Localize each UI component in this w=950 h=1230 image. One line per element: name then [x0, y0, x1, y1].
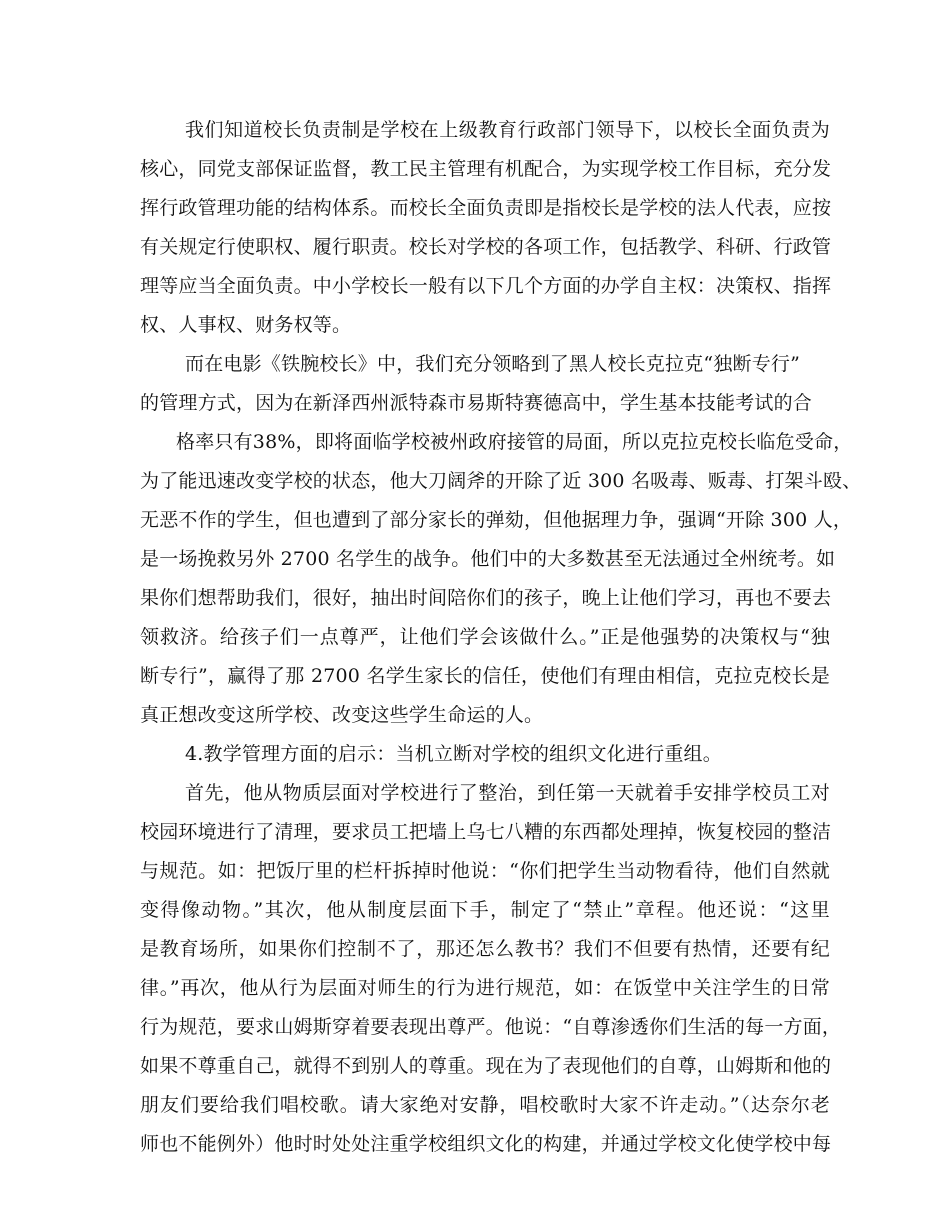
text-line: 师也不能例外）他时时处处注重学校组织文化的构建，并通过学校文化使学校中每 — [140, 1133, 832, 1155]
text-line: 断专行”，赢得了那 2700 名学生家长的信任，使他们有理由相信，克拉克校长是 — [140, 665, 830, 687]
text-line: 如果不尊重自己，就得不到别人的尊重。现在为了表现他们的自尊，山姆斯和他的 — [140, 1055, 832, 1077]
text-line: 是教育场所，如果你们控制不了，那还怎么教书？我们不但要有热情，还要有纪 — [140, 938, 830, 960]
text-line: 核心，同党支部保证监督，教工民主管理有机配合，为实现学校工作目标，充分发 — [140, 158, 832, 180]
text-line: 真正想改变这所学校、改变这些学生命运的人。 — [140, 704, 544, 726]
text-line: 领救济。给孩子们一点尊严，让他们学会该做什么。”正是他强势的决策权与“独 — [140, 626, 830, 648]
text-line: 律。”再次，他从行为层面对师生的行为进行规范，如：在饭堂中关注学生的日常 — [140, 977, 830, 999]
text-line: 朋友们要给我们唱校歌。请大家绝对安静，唱校歌时大家不许走动。”（达奈尔老 — [140, 1094, 830, 1116]
text-line: 变得像动物。”其次，他从制度层面下手，制定了“禁止”章程。他还说：“这里 — [140, 899, 830, 921]
text-line: 而在电影《铁腕校长》中，我们充分领略到了黑人校长克拉克“独断专行” — [185, 353, 801, 375]
text-line: 有关规定行使职权、履行职责。校长对学校的各项工作，包括教学、科研、行政管 — [140, 236, 832, 258]
text-line: 行为规范，要求山姆斯穿着要表现出尊严。他说：“自尊渗透你们生活的每一方面， — [140, 1016, 842, 1038]
text-line: 是一场挽救另外 2700 名学生的战争。他们中的大多数甚至无法通过全州统考。如 — [140, 548, 836, 570]
text-line: 首先，他从物质层面对学校进行了整治，到任第一天就着手安排学校员工对 — [185, 782, 830, 804]
text-line: 挥行政管理功能的结构体系。而校长全面负责即是指校长是学校的法人代表，应按 — [140, 197, 832, 219]
text-line: 的管理方式，因为在新泽西州派特森市易斯特赛德高中，学生基本技能考试的合 — [140, 392, 813, 414]
text-line: 与规范。如：把饭厅里的栏杆拆掉时他说：“你们把学生当动物看待，他们自然就 — [140, 860, 830, 882]
section-heading: 4.教学管理方面的启示：当机立断对学校的组织文化进行重组。 — [185, 743, 722, 765]
text-line: 校园环境进行了清理，要求员工把墙上乌七八糟的东西都处理掉，恢复校园的整洁 — [140, 821, 832, 843]
text-line: 理等应当全面负责。中小学校长一般有以下几个方面的办学自主权：决策权、指挥 — [140, 275, 832, 297]
text-line: 为了能迅速改变学校的状态，他大刀阔斧的开除了近 300 名吸毒、贩毒、打架斗殴、 — [140, 470, 862, 492]
text-line: 无恶不作的学生，但也遭到了部分家长的弹劾，但他据理力争，强调“开除 300 人， — [140, 509, 853, 531]
text-line: 格率只有38%，即将面临学校被州政府接管的局面，所以克拉克校长临危受命， — [176, 431, 853, 453]
text-line: 果你们想帮助我们，很好，抽出时间陪你们的孩子，晚上让他们学习，再也不要去 — [140, 587, 832, 609]
text-line: 权、人事权、财务权等。 — [140, 314, 352, 336]
text-line: 我们知道校长负责制是学校在上级教育行政部门领导下，以校长全面负责为 — [185, 119, 830, 141]
